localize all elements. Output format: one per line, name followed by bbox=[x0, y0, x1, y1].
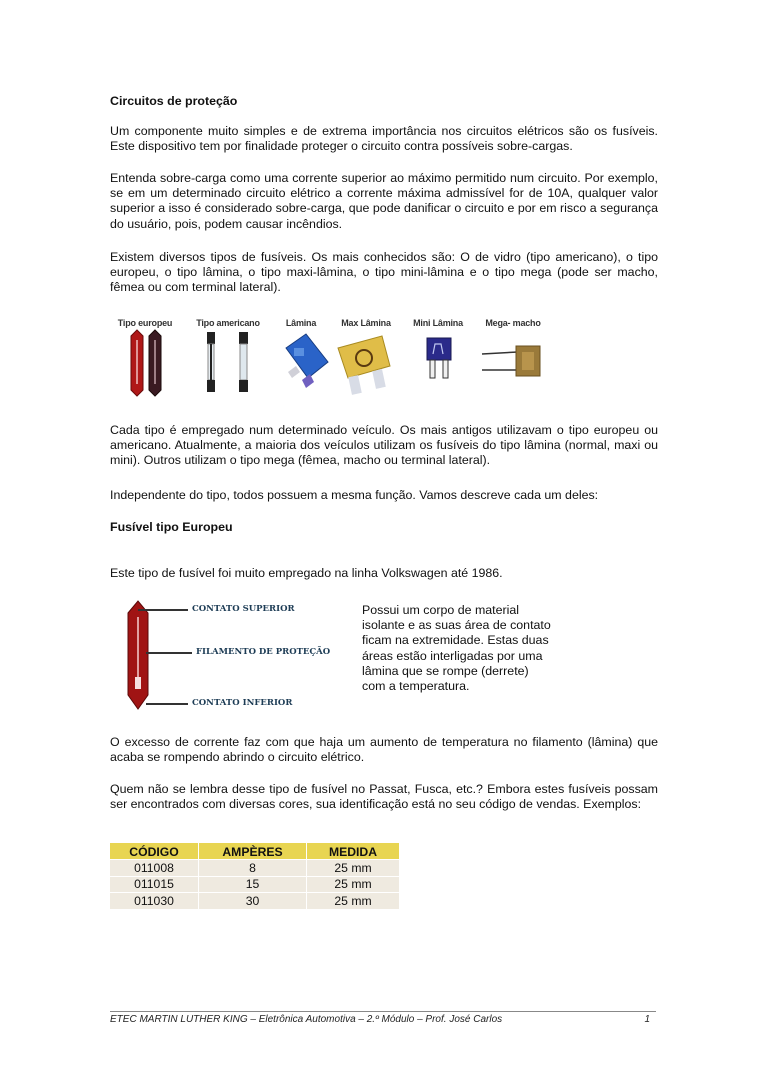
fuse-type-blade: Lâmina bbox=[276, 318, 326, 403]
section-title: Circuitos de proteção bbox=[110, 94, 238, 108]
paragraph-intro: Um componente muito simples e de extrema importância nos circuitos elétricos são os fusíveis. Este dispositivo tem por finalidade proteger o circuito contra possíveis sobre-cargas. bbox=[110, 124, 658, 154]
paragraph-volkswagen: Este tipo de fusível foi muito empregado na linha Volkswagen até 1986. bbox=[110, 566, 503, 580]
table-header-row bbox=[110, 843, 400, 860]
fuse-type-maxi-blade: Max Lâmina bbox=[334, 318, 398, 405]
paragraph-same-function: Independente do tipo, todos possuem a mesma função. Vamos descreve cada um deles: bbox=[110, 488, 599, 502]
cell-size: 25 mm bbox=[307, 876, 400, 893]
footer-text: ETEC MARTIN LUTHER KING – Eletrônica Automotiva – 2.º Módulo – Prof. José Carlos bbox=[110, 1014, 503, 1025]
fuse-type-american: Tipo americano bbox=[188, 318, 268, 403]
column-header-amperes: AMPÈRES bbox=[199, 843, 307, 860]
mini-blade-fuse-icon bbox=[413, 328, 463, 398]
blade-fuse-icon bbox=[276, 328, 336, 398]
paragraph-overcurrent: O excesso de corrente faz com que haja um aumento de temperatura no filamento (lâmina) que acaba se rompendo abrindo o circuito elétrico. bbox=[110, 735, 658, 765]
cell-code: 011030 bbox=[110, 893, 199, 909]
paragraph-vehicle-usage: Cada tipo é empregado num determinado veículo. Os mais antigos utilizavam o tipo europeu ou americano. Atualmente, a maioria dos veículos utilizam os fusíveis do tipo lâmina (normal, maxi ou mini). Outros utilizam o tipo mega (fêmea, macho ou terminal lateral). bbox=[110, 423, 658, 468]
cell-code: 011008 bbox=[110, 860, 199, 877]
cell-amperes: 8 bbox=[199, 860, 307, 877]
cell-size: 25 mm bbox=[307, 860, 400, 877]
paragraph-overload: Entenda sobre-carga como uma corrente superior ao máximo permitido num circuito. Por exemplo, se em um determinado circuito elétrico a corrente máxima admissível for de 10A, qualquer valor superior a isso é considerado sobre-carga, que pode danificar o circuito e por em risco a segurança do usuário, pois, podem causar incêndios. bbox=[110, 171, 658, 231]
diagram-description: Possui um corpo de material isolante e as suas área de contato ficam na extremidade. Estas duas áreas estão interligadas por uma lâmina que se rompe (derrete) com a temperatura. bbox=[362, 603, 551, 694]
european-fuse-icon bbox=[115, 328, 175, 398]
label-top-contact: CONTATO SUPERIOR bbox=[192, 604, 295, 614]
paragraph-examples: Quem não se lembra desse tipo de fusível no Passat, Fusca, etc.? Embora estes fusíveis possam ser encontrados com diversas cores, sua identificação está no seu código de vendas. Exemplos: bbox=[110, 782, 658, 812]
european-fuse-diagram bbox=[110, 595, 350, 720]
page-number: 1 bbox=[644, 1014, 650, 1025]
fuse-type-mini-blade: Mini Lâmina bbox=[406, 318, 470, 403]
leader-line bbox=[138, 609, 188, 611]
leader-line bbox=[146, 703, 188, 705]
fuse-type-mega-male: Mega- macho bbox=[478, 318, 548, 403]
label-bottom-contact: CONTATO INFERIOR bbox=[192, 698, 293, 708]
fuse-type-european: Tipo europeu bbox=[110, 318, 180, 403]
subsection-title: Fusível tipo Europeu bbox=[110, 520, 233, 534]
label-filament: FILAMENTO DE PROTEÇÃO bbox=[196, 647, 331, 657]
column-header-code: CÓDIGO bbox=[110, 843, 199, 860]
fuse-codes-table bbox=[110, 843, 400, 909]
leader-line bbox=[146, 652, 192, 654]
cell-amperes: 15 bbox=[199, 876, 307, 893]
page-footer bbox=[110, 1014, 650, 1025]
table-row bbox=[110, 876, 400, 893]
cell-size: 25 mm bbox=[307, 893, 400, 909]
footer-divider bbox=[110, 1011, 656, 1012]
table-row bbox=[110, 860, 400, 877]
mega-male-fuse-icon bbox=[478, 328, 548, 398]
european-fuse-icon bbox=[118, 597, 158, 717]
table-row bbox=[110, 893, 400, 909]
fuse-types-image bbox=[110, 318, 550, 410]
column-header-size: MEDIDA bbox=[307, 843, 400, 860]
american-glass-fuse-icon bbox=[193, 328, 263, 398]
maxi-blade-fuse-icon bbox=[334, 328, 398, 400]
cell-amperes: 30 bbox=[199, 893, 307, 909]
paragraph-fuse-types: Existem diversos tipos de fusíveis. Os mais conhecidos são: O de vidro (tipo americano), o tipo europeu, o tipo lâmina, o tipo maxi-lâmina, o tipo mini-lâmina e o tipo mega (pode ser macho, fêmea ou com terminal lateral). bbox=[110, 250, 658, 295]
cell-code: 011015 bbox=[110, 876, 199, 893]
